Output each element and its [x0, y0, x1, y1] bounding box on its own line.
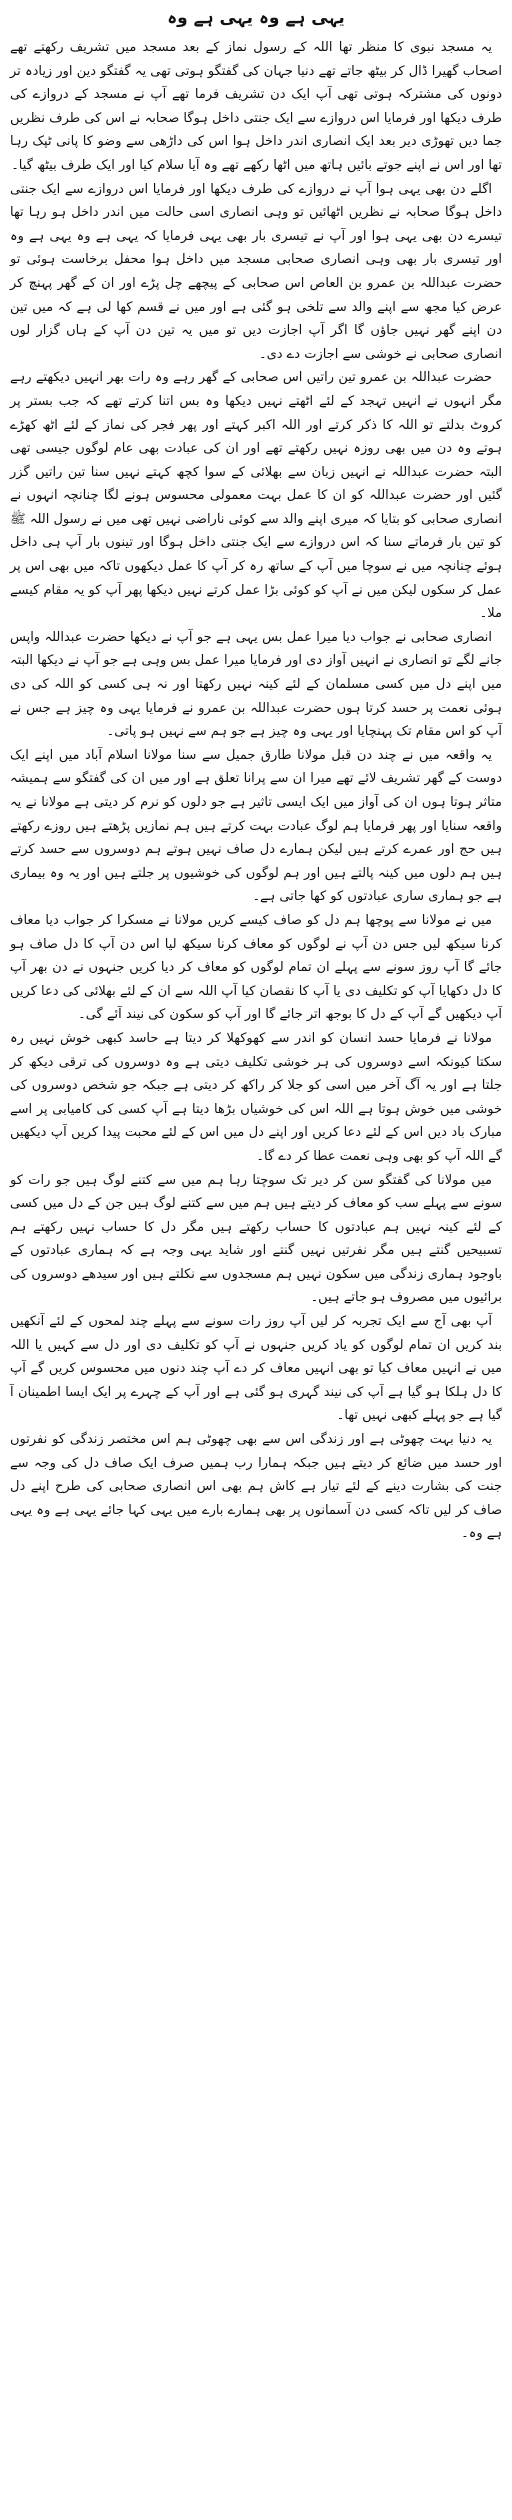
paragraph: مولانا نے فرمایا حسد انسان کو اندر سے کھوکھلا کر دیتا ہے حاسد کبھی خوش نہیں رہ سکتا کیونکہ اسے دوسروں کی ہر خوشی تکلیف دیتی ہے وہ دوسروں کی ترقی دیکھ کر جلتا ہے اور یہ آگ آخر میں اسی کو جلا کر راکھ کر دیتی ہے جبکہ جو شخص دوسروں کی خوشی میں خوش ہوتا ہے اللہ اس کی خوشیاں بڑھا دیتا ہے آپ کسی کی کامیابی پر اسے مبارک باد دیں اس کے لئے دعا کریں اور اپنے دل میں اس کے لئے محبت پیدا کریں آپ دیکھیں گے اللہ آپ کو بھی وہی نعمت عطا کر دے گا۔ [10, 1030, 502, 1164]
paragraph: یہ دنیا بہت چھوٹی ہے اور زندگی اس سے بھی چھوٹی ہم اس مختصر زندگی کو نفرتوں اور حسد میں ضائع کر دیتے ہیں جبکہ ہمارا رب ہمیں صرف ایک صاف دل کی وجہ سے جنت کی بشارت دینے کے لئے تیار ہے کاش ہم بھی اس انصاری صحابی کی طرح اپنے دل صاف کر لیں تاکہ کسی دن آسمانوں پر بھی ہمارے بارے میں یہی کہا جائے یہی ہے وہ یہی ہے وہ۔ [10, 1432, 502, 1542]
paragraph: اگلے دن بھی یہی ہوا آپ نے دروازے کی طرف دیکھا اور فرمایا اس دروازے سے ایک جنتی داخل ہوگا صحابہ نے نظریں اٹھائیں تو وہی انصاری اسی حالت میں اندر داخل ہو رہا تھا تیسرے دن بھی یہی ہوا اور آپ نے تیسری بار بھی یہی فرمایا کہ یہی ہے وہ یہی ہے وہ اور تیسری بار بھی وہی انصاری صحابی مسجد میں داخل ہوا محفل برخاست ہوئی تو حضرت عبداللہ بن عمرو بن العاص اس صحابی کے پیچھے چل پڑے اور ان کے گھر پہنچ کر عرض کیا مجھ سے اپنے والد سے تلخی ہو گئی ہے اور میں نے قسم کھا لی ہے کہ میں تین دن اپنے گھر نہیں جاؤں گا اگر آپ اجازت دیں تو میں یہ تین دن آپ کے ہاں گزار لوں انصاری صحابی نے خوشی سے اجازت دے دی۔ [10, 181, 502, 362]
paragraph: آپ بھی آج سے ایک تجربہ کر لیں آپ روز رات سونے سے پہلے چند لمحوں کے لئے آنکھیں بند کریں ان تمام لوگوں کو یاد کریں جنہوں نے آپ کو تکلیف دی اور دل سے کہیں یا اللہ میں نے انہیں معاف کیا تو بھی انہیں معاف کر دے آپ چند دنوں میں محسوس کریں گے آپ کا دل ہلکا ہو گیا ہے آپ کی نیند گہری ہو گئی ہے اور آپ کے چہرے پر ایک ایسا اطمینان آ گیا ہے جو پہلے کبھی نہیں تھا۔ [10, 1314, 502, 1424]
paragraph: میں نے مولانا سے پوچھا ہم دل کو صاف کیسے کریں مولانا نے مسکرا کر جواب دیا معاف کرنا سیکھ لیں جس دن آپ نے لوگوں کو معاف کرنا سیکھ لیا اس دن آپ کا دل صاف ہو جائے گا آپ روز سونے سے پہلے ان تمام لوگوں کو معاف کر دیا کریں جنہوں نے دن بھر آپ کا دل دکھایا آپ کو تکلیف دی یا آپ کا نقصان کیا آپ اللہ سے ان کے لئے بھلائی کی دعا کریں آپ دیکھیں گے آپ کے دل کا بوجھ اتر جائے گا اور آپ کو سکون کی نیند آئے گی۔ [10, 912, 502, 1023]
paragraph: انصاری صحابی نے جواب دیا میرا عمل بس یہی ہے جو آپ نے دیکھا حضرت عبداللہ واپس جانے لگے تو انصاری نے انہیں آواز دی اور فرمایا میرا عمل بس وہی ہے جو آپ نے دیکھا البتہ میں اپنے دل میں کسی مسلمان کے لئے کینہ نہیں رکھتا اور نہ ہی کسی کو اللہ کی دی ہوئی نعمت پر حسد کرتا ہوں حضرت عبداللہ بن عمرو نے فرمایا یہی وہ چیز ہے جس نے آپ کو اس مقام تک پہنچایا اور یہی وہ چیز ہے جو ہم سے نہیں ہو پاتی۔ [10, 629, 502, 740]
paragraph: میں مولانا کی گفتگو سن کر دیر تک سوچتا رہا ہم میں سے کتنے لوگ ہیں جو رات کو سونے سے پہلے سب کو معاف کر دیتے ہیں ہم میں سے کتنے لوگ ہیں جن کے دل میں کسی کے لئے کینہ نہیں ہم عبادتوں کا حساب رکھتے ہیں مگر دل کا حساب نہیں رکھتے ہم تسبیحیں گنتے ہیں مگر نفرتیں نہیں گنتے اور شاید یہی وجہ ہے کہ ہماری عبادتوں کے باوجود ہماری زندگی میں سکون نہیں ہم مسجدوں سے نکلتے ہیں اور سیدھے دوسروں کی برائیوں میں مصروف ہو جاتے ہیں۔ [10, 1172, 502, 1306]
article-headline: یہی ہے وہ یہی ہے وہ [167, 8, 345, 28]
paragraph: حضرت عبداللہ بن عمرو تین راتیں اس صحابی کے گھر رہے وہ رات بھر انہیں دیکھتے رہے مگر انہوں نے انہیں تہجد کے لئے اٹھتے نہیں دیکھا وہ بس اتنا کرتے تھے کہ جب بستر پر کروٹ بدلتے تو اللہ کا ذکر کرتے اور اللہ اکبر کہتے اور پھر فجر کی نماز کے لئے اٹھ کھڑے ہوتے وہ دن میں بھی روزہ نہیں رکھتے تھے اور ان کی عبادت بھی عام لوگوں جیسی تھی البتہ حضرت عبداللہ نے انہیں زبان سے بھلائی کے سوا کچھ کہتے نہیں سنا تین راتیں گزر گئیں اور حضرت عبداللہ کو ان کا عمل بہت معمولی محسوس ہونے لگا چنانچہ انہوں نے انصاری صحابی کو بتایا کہ میری اپنے والد سے کوئی ناراضی نہیں تھی میں نے رسول اللہ ﷺ کو تین بار فرماتے سنا کہ اس دروازے سے ایک جنتی داخل ہوگا اور تینوں بار آپ ہی داخل ہوئے چنانچہ میں نے سوچا میں آپ کے ساتھ رہ کر آپ کا عمل دیکھوں تاکہ میں بھی اس پر عمل کر سکوں لیکن میں نے آپ کو کوئی بڑا عمل کرتے نہیں دیکھا پھر آپ کو یہ مقام کیسے ملا۔ [10, 370, 502, 622]
article-body [10, 36, 502, 1546]
paragraph: یہ واقعہ میں نے چند دن قبل مولانا طارق جمیل سے سنا مولانا اسلام آباد میں اپنے ایک دوست کے گھر تشریف لائے تھے میرا ان سے پرانا تعلق ہے اور میں ان کی گفتگو سے ہمیشہ متاثر ہوتا ہوں ان کی آواز میں ایک ایسی تاثیر ہے جو دلوں کو نرم کر دیتی ہے مولانا نے یہ واقعہ سنایا اور پھر فرمایا ہم لوگ عبادت بہت کرتے ہیں ہم نمازیں پڑھتے ہیں روزے رکھتے ہیں حج اور عمرے کرتے ہیں لیکن ہمارے دل صاف نہیں ہوتے ہم دوسروں سے حسد کرتے ہیں ہم دلوں میں کینہ پالتے ہیں اور ہم لوگوں کی خوشیوں پر جلتے ہیں اور یہ وہ بیماری ہے جو ہماری ساری عبادتوں کو کھا جاتی ہے۔ [10, 747, 502, 905]
paragraph: یہ مسجد نبوی کا منظر تھا اللہ کے رسول نماز کے بعد مسجد میں تشریف رکھتے تھے اصحاب گھیرا ڈال کر بیٹھ جاتے تھے دنیا جہان کی گفتگو ہوتی تھی یہ گفتگو دین اور زیادہ تر دونوں کی مشترکہ ہوتی تھی آپ ایک دن تشریف فرما تھے آپ نے مسجد کے دروازے کی طرف دیکھا اور فرمایا اس دروازے سے ایک جنتی داخل ہوگا صحابہ نے اس کی طرف نظریں جما دیں تھوڑی دیر بعد ایک انصاری اندر داخل ہوا اس کی داڑھی سے وضو کا پانی ٹپک رہا تھا اور اس نے اپنے جوتے بائیں ہاتھ میں اٹھا رکھے تھے وہ آیا سلام کیا اور ایک طرف بیٹھ گیا۔ [10, 40, 502, 173]
